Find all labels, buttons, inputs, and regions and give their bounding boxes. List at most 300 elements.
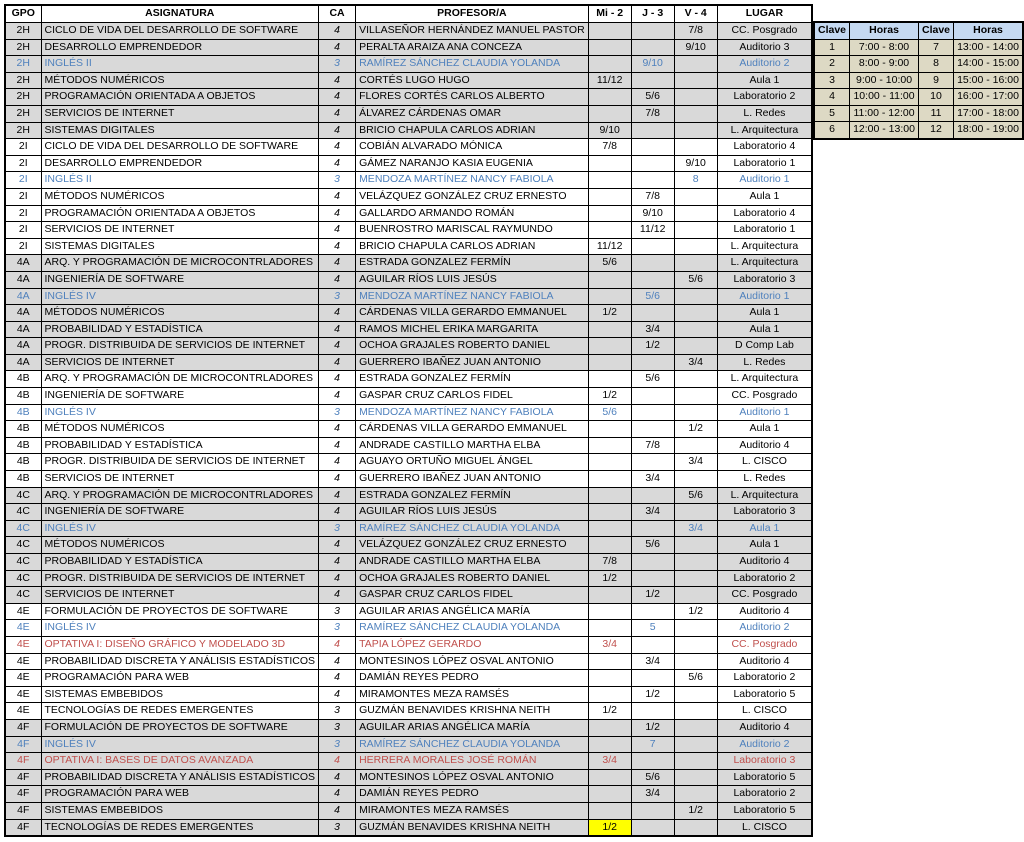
table-row [5,122,812,139]
table-row [5,471,812,488]
table-row [5,305,812,322]
cell-ca: 4 [319,786,356,803]
cell-lugar: Laboratorio 5 [717,769,812,786]
cell-ca: 3 [319,288,356,305]
cell-gpo: 4E [5,603,41,620]
cell-v [674,305,717,322]
cell-lugar: Aula 1 [717,537,812,554]
cell-mi [588,89,631,106]
cell-j: 1/2 [631,587,674,604]
key-clave: 4 [814,89,850,106]
cell-asignatura: INGLÉS IV [41,404,319,421]
cell-j [631,753,674,770]
cell-j [631,636,674,653]
cell-profesor: RAMÍREZ SÁNCHEZ CLAUDIA YOLANDA [356,56,589,73]
cell-j [631,354,674,371]
cell-profesor: CÁRDENAS VILLA GERARDO EMMANUEL [356,305,589,322]
header-ca: CA [319,5,356,23]
cell-gpo: 4B [5,454,41,471]
cell-ca: 4 [319,222,356,239]
cell-gpo: 4E [5,686,41,703]
cell-profesor: CÁRDENAS VILLA GERARDO EMMANUEL [356,421,589,438]
key-clave: 6 [814,122,850,139]
cell-lugar: Auditorio 2 [717,56,812,73]
cell-asignatura: CICLO DE VIDA DEL DESARROLLO DE SOFTWARE [41,139,319,156]
cell-profesor: GUERRERO IBAÑEZ JUAN ANTONIO [356,354,589,371]
cell-lugar: Laboratorio 3 [717,271,812,288]
cell-mi: 1/2 [588,819,631,836]
cell-lugar: L. Arquitectura [717,371,812,388]
cell-j [631,255,674,272]
key-clave: 5 [814,105,850,122]
cell-lugar: Auditorio 3 [717,39,812,56]
cell-ca: 4 [319,23,356,40]
key-horas: 10:00 - 11:00 [850,89,919,106]
cell-j: 1/2 [631,686,674,703]
cell-asignatura: MÉTODOS NUMÉRICOS [41,537,319,554]
cell-profesor: GÁMEZ NARANJO KASIA EUGENIA [356,155,589,172]
table-row [5,537,812,554]
cell-profesor: CORTÉS LUGO HUGO [356,72,589,89]
cell-gpo: 4F [5,802,41,819]
cell-mi: 1/2 [588,305,631,322]
table-row [5,587,812,604]
cell-profesor: MONTESINOS LÓPEZ OSVAL ANTONIO [356,653,589,670]
cell-j [631,39,674,56]
cell-mi [588,421,631,438]
cell-ca: 4 [319,670,356,687]
cell-lugar: Auditorio 1 [717,172,812,189]
key-header-horas-1: Horas [850,22,919,39]
table-row [5,172,812,189]
table-row [5,736,812,753]
cell-lugar: Laboratorio 2 [717,89,812,106]
cell-lugar: Auditorio 1 [717,288,812,305]
schedule-header-row [5,5,812,23]
cell-profesor: DAMIÁN REYES PEDRO [356,786,589,803]
cell-v [674,769,717,786]
cell-gpo: 4A [5,288,41,305]
cell-lugar: L. Arquitectura [717,238,812,255]
cell-v [674,89,717,106]
cell-ca: 3 [319,404,356,421]
cell-profesor: DAMIÁN REYES PEDRO [356,670,589,687]
cell-j [631,404,674,421]
cell-v: 3/4 [674,354,717,371]
cell-ca: 3 [319,719,356,736]
cell-profesor: MENDOZA MARTÍNEZ NANCY FABIOLA [356,288,589,305]
cell-lugar: Auditorio 2 [717,736,812,753]
cell-profesor: AGUILAR ARIAS ANGÉLICA MARÍA [356,719,589,736]
cell-ca: 4 [319,636,356,653]
cell-lugar: L. CISCO [717,454,812,471]
cell-gpo: 4E [5,703,41,720]
cell-v [674,222,717,239]
table-row [5,354,812,371]
cell-j: 5/6 [631,89,674,106]
cell-mi [588,504,631,521]
cell-j [631,802,674,819]
cell-mi [588,155,631,172]
cell-gpo: 4A [5,354,41,371]
cell-lugar: Laboratorio 2 [717,670,812,687]
cell-profesor: FLORES CORTÉS CARLOS ALBERTO [356,89,589,106]
cell-lugar: Laboratorio 3 [717,504,812,521]
cell-ca: 4 [319,205,356,222]
cell-asignatura: INGENIERÍA DE SOFTWARE [41,271,319,288]
cell-gpo: 2H [5,56,41,73]
key-horas: 9:00 - 10:00 [850,72,919,89]
table-row [5,321,812,338]
cell-v [674,819,717,836]
cell-mi [588,105,631,122]
cell-v [674,753,717,770]
key-clave: 3 [814,72,850,89]
cell-gpo: 2H [5,89,41,106]
cell-mi [588,23,631,40]
cell-gpo: 4F [5,719,41,736]
cell-j [631,670,674,687]
cell-gpo: 4F [5,819,41,836]
cell-mi: 9/10 [588,122,631,139]
cell-ca: 4 [319,72,356,89]
table-row [5,454,812,471]
cell-j: 11/12 [631,222,674,239]
cell-mi [588,653,631,670]
cell-lugar: L. Arquitectura [717,255,812,272]
key-header-clave-2: Clave [919,22,954,39]
cell-gpo: 4A [5,305,41,322]
cell-mi [588,802,631,819]
cell-profesor: RAMÍREZ SÁNCHEZ CLAUDIA YOLANDA [356,736,589,753]
cell-ca: 4 [319,39,356,56]
cell-j: 3/4 [631,653,674,670]
cell-j [631,238,674,255]
cell-j [631,487,674,504]
key-row [814,122,1023,139]
key-row [814,89,1023,106]
table-row [5,388,812,405]
cell-mi [588,371,631,388]
cell-asignatura: DESARROLLO EMPRENDEDOR [41,39,319,56]
cell-profesor: MENDOZA MARTÍNEZ NANCY FABIOLA [356,404,589,421]
cell-j [631,172,674,189]
cell-asignatura: PROGRAMACIÓN ORIENTADA A OBJETOS [41,89,319,106]
cell-profesor: GASPAR CRUZ CARLOS FIDEL [356,587,589,604]
cell-lugar: Laboratorio 5 [717,686,812,703]
cell-lugar: Laboratorio 2 [717,570,812,587]
cell-mi: 3/4 [588,753,631,770]
cell-gpo: 4C [5,504,41,521]
cell-profesor: ESTRADA GONZALEZ FERMÍN [356,255,589,272]
cell-profesor: GUERRERO IBAÑEZ JUAN ANTONIO [356,471,589,488]
cell-profesor: MONTESINOS LÓPEZ OSVAL ANTONIO [356,769,589,786]
cell-asignatura: FORMULACIÓN DE PROYECTOS DE SOFTWARE [41,603,319,620]
cell-asignatura: FORMULACIÓN DE PROYECTOS DE SOFTWARE [41,719,319,736]
cell-profesor: BRICIO CHAPULA CARLOS ADRIAN [356,122,589,139]
cell-lugar: Auditorio 1 [717,404,812,421]
cell-mi [588,769,631,786]
cell-profesor: ANDRADE CASTILLO MARTHA ELBA [356,554,589,571]
cell-ca: 4 [319,321,356,338]
cell-gpo: 2H [5,72,41,89]
table-row [5,504,812,521]
cell-mi [588,620,631,637]
cell-gpo: 4F [5,736,41,753]
cell-mi [588,271,631,288]
key-horas: 11:00 - 12:00 [850,105,919,122]
cell-mi: 1/2 [588,703,631,720]
cell-profesor: VELÁZQUEZ GONZÁLEZ CRUZ ERNESTO [356,537,589,554]
cell-ca: 3 [319,56,356,73]
cell-mi: 7/8 [588,554,631,571]
cell-asignatura: MÉTODOS NUMÉRICOS [41,72,319,89]
cell-gpo: 4E [5,653,41,670]
key-horas: 8:00 - 9:00 [850,56,919,73]
cell-v [674,105,717,122]
table-row [5,487,812,504]
cell-gpo: 2H [5,23,41,40]
time-key-table [813,21,1024,140]
cell-ca: 4 [319,554,356,571]
table-row [5,703,812,720]
schedule-table [4,4,813,837]
cell-ca: 4 [319,305,356,322]
cell-lugar: Laboratorio 1 [717,155,812,172]
cell-lugar: Aula 1 [717,421,812,438]
table-row [5,686,812,703]
cell-mi: 1/2 [588,570,631,587]
cell-ca: 4 [319,89,356,106]
cell-profesor: HERRERA MORALES JOSÉ ROMÁN [356,753,589,770]
cell-asignatura: CICLO DE VIDA DEL DESARROLLO DE SOFTWARE [41,23,319,40]
key-clave: 11 [919,105,954,122]
cell-v [674,188,717,205]
cell-lugar: Auditorio 4 [717,554,812,571]
cell-lugar: Auditorio 4 [717,719,812,736]
key-horas: 13:00 - 14:00 [954,39,1023,56]
cell-gpo: 2H [5,105,41,122]
table-row [5,39,812,56]
table-row [5,437,812,454]
cell-asignatura: TECNOLOGÍAS DE REDES EMERGENTES [41,819,319,836]
cell-asignatura: PROBABILIDAD DISCRETA Y ANÁLISIS ESTADÍSTICOS [41,653,319,670]
cell-ca: 4 [319,802,356,819]
cell-j: 7/8 [631,437,674,454]
cell-profesor: MENDOZA MARTÍNEZ NANCY FABIOLA [356,172,589,189]
cell-v: 3/4 [674,454,717,471]
cell-profesor: MIRAMONTES MEZA RAMSÉS [356,686,589,703]
cell-j: 9/10 [631,205,674,222]
table-row [5,769,812,786]
cell-ca: 4 [319,454,356,471]
cell-mi [588,172,631,189]
key-row [814,56,1023,73]
cell-lugar: L. Redes [717,105,812,122]
cell-gpo: 2H [5,122,41,139]
cell-mi: 7/8 [588,139,631,156]
cell-j [631,421,674,438]
cell-mi [588,222,631,239]
cell-v [674,388,717,405]
cell-ca: 4 [319,388,356,405]
cell-gpo: 4A [5,271,41,288]
cell-j [631,271,674,288]
cell-mi [588,520,631,537]
key-row [814,72,1023,89]
cell-ca: 4 [319,354,356,371]
cell-asignatura: PROBABILIDAD DISCRETA Y ANÁLISIS ESTADÍSTICOS [41,769,319,786]
cell-ca: 4 [319,255,356,272]
cell-asignatura: INGENIERÍA DE SOFTWARE [41,388,319,405]
cell-mi [588,437,631,454]
cell-asignatura: PROBABILIDAD Y ESTADÍSTICA [41,554,319,571]
cell-v [674,371,717,388]
cell-v [674,122,717,139]
key-header-clave-1: Clave [814,22,850,39]
cell-mi: 5/6 [588,404,631,421]
cell-v [674,338,717,355]
cell-mi: 1/2 [588,388,631,405]
table-row [5,371,812,388]
cell-lugar: Auditorio 4 [717,437,812,454]
cell-mi [588,288,631,305]
cell-j: 3/4 [631,504,674,521]
cell-ca: 4 [319,570,356,587]
cell-v: 9/10 [674,155,717,172]
table-row [5,819,812,836]
cell-v [674,288,717,305]
cell-ca: 4 [319,686,356,703]
cell-gpo: 4F [5,753,41,770]
table-row [5,155,812,172]
key-horas: 14:00 - 15:00 [954,56,1023,73]
cell-v: 8 [674,172,717,189]
cell-v [674,255,717,272]
key-clave: 10 [919,89,954,106]
cell-lugar: L. CISCO [717,703,812,720]
cell-ca: 4 [319,271,356,288]
cell-profesor: MIRAMONTES MEZA RAMSÉS [356,802,589,819]
cell-mi [588,670,631,687]
cell-ca: 4 [319,188,356,205]
table-row [5,520,812,537]
cell-profesor: GALLARDO ARMANDO ROMÁN [356,205,589,222]
cell-asignatura: ARQ. Y PROGRAMACIÓN DE MICROCONTRLADORES [41,371,319,388]
table-row [5,802,812,819]
table-row [5,620,812,637]
cell-ca: 3 [319,703,356,720]
cell-lugar: CC. Posgrado [717,388,812,405]
cell-mi: 5/6 [588,255,631,272]
cell-v [674,504,717,521]
cell-j: 5 [631,620,674,637]
cell-asignatura: PROBABILIDAD Y ESTADÍSTICA [41,437,319,454]
cell-mi [588,686,631,703]
table-row [5,421,812,438]
cell-v: 1/2 [674,421,717,438]
cell-ca: 4 [319,371,356,388]
cell-lugar: Auditorio 4 [717,653,812,670]
cell-ca: 4 [319,471,356,488]
cell-ca: 4 [319,769,356,786]
cell-lugar: Aula 1 [717,72,812,89]
cell-gpo: 2I [5,139,41,156]
cell-gpo: 4B [5,371,41,388]
cell-v: 1/2 [674,802,717,819]
key-horas: 17:00 - 18:00 [954,105,1023,122]
cell-profesor: ÁLVAREZ CÁRDENAS OMAR [356,105,589,122]
cell-v [674,471,717,488]
cell-asignatura: SERVICIOS DE INTERNET [41,105,319,122]
cell-asignatura: INGLÉS IV [41,520,319,537]
cell-mi [588,736,631,753]
cell-lugar: D Comp Lab [717,338,812,355]
header-gpo: GPO [5,5,41,23]
cell-gpo: 4F [5,786,41,803]
key-clave: 9 [919,72,954,89]
cell-j [631,520,674,537]
cell-v: 5/6 [674,670,717,687]
cell-ca: 3 [319,819,356,836]
cell-profesor: ESTRADA GONZALEZ FERMÍN [356,487,589,504]
cell-mi [588,338,631,355]
cell-gpo: 4A [5,255,41,272]
cell-asignatura: SISTEMAS DIGITALES [41,238,319,255]
cell-gpo: 2I [5,172,41,189]
cell-mi [588,188,631,205]
cell-lugar: L. Redes [717,471,812,488]
cell-j [631,603,674,620]
key-header-horas-2: Horas [954,22,1023,39]
cell-ca: 4 [319,421,356,438]
cell-ca: 3 [319,603,356,620]
cell-j: 9/10 [631,56,674,73]
cell-gpo: 4B [5,471,41,488]
cell-gpo: 2I [5,222,41,239]
cell-j [631,122,674,139]
table-row [5,404,812,421]
cell-lugar: Aula 1 [717,188,812,205]
cell-gpo: 4C [5,537,41,554]
cell-asignatura: INGLÉS IV [41,620,319,637]
cell-v: 5/6 [674,271,717,288]
cell-ca: 3 [319,620,356,637]
cell-asignatura: MÉTODOS NUMÉRICOS [41,305,319,322]
key-clave: 12 [919,122,954,139]
cell-gpo: 4C [5,570,41,587]
cell-profesor: RAMÍREZ SÁNCHEZ CLAUDIA YOLANDA [356,620,589,637]
cell-asignatura: PROGR. DISTRIBUIDA DE SERVICIOS DE INTERNET [41,338,319,355]
cell-profesor: TAPIA LÓPEZ GERARDO [356,636,589,653]
table-row [5,89,812,106]
cell-v [674,570,717,587]
cell-v [674,719,717,736]
table-row [5,603,812,620]
cell-v [674,321,717,338]
cell-ca: 4 [319,238,356,255]
cell-mi [588,603,631,620]
cell-v [674,72,717,89]
table-row [5,271,812,288]
cell-ca: 4 [319,105,356,122]
cell-mi [588,719,631,736]
cell-j: 1/2 [631,338,674,355]
table-row [5,636,812,653]
cell-asignatura: ARQ. Y PROGRAMACIÓN DE MICROCONTRLADORES [41,487,319,504]
cell-v [674,653,717,670]
cell-lugar: L. Arquitectura [717,487,812,504]
